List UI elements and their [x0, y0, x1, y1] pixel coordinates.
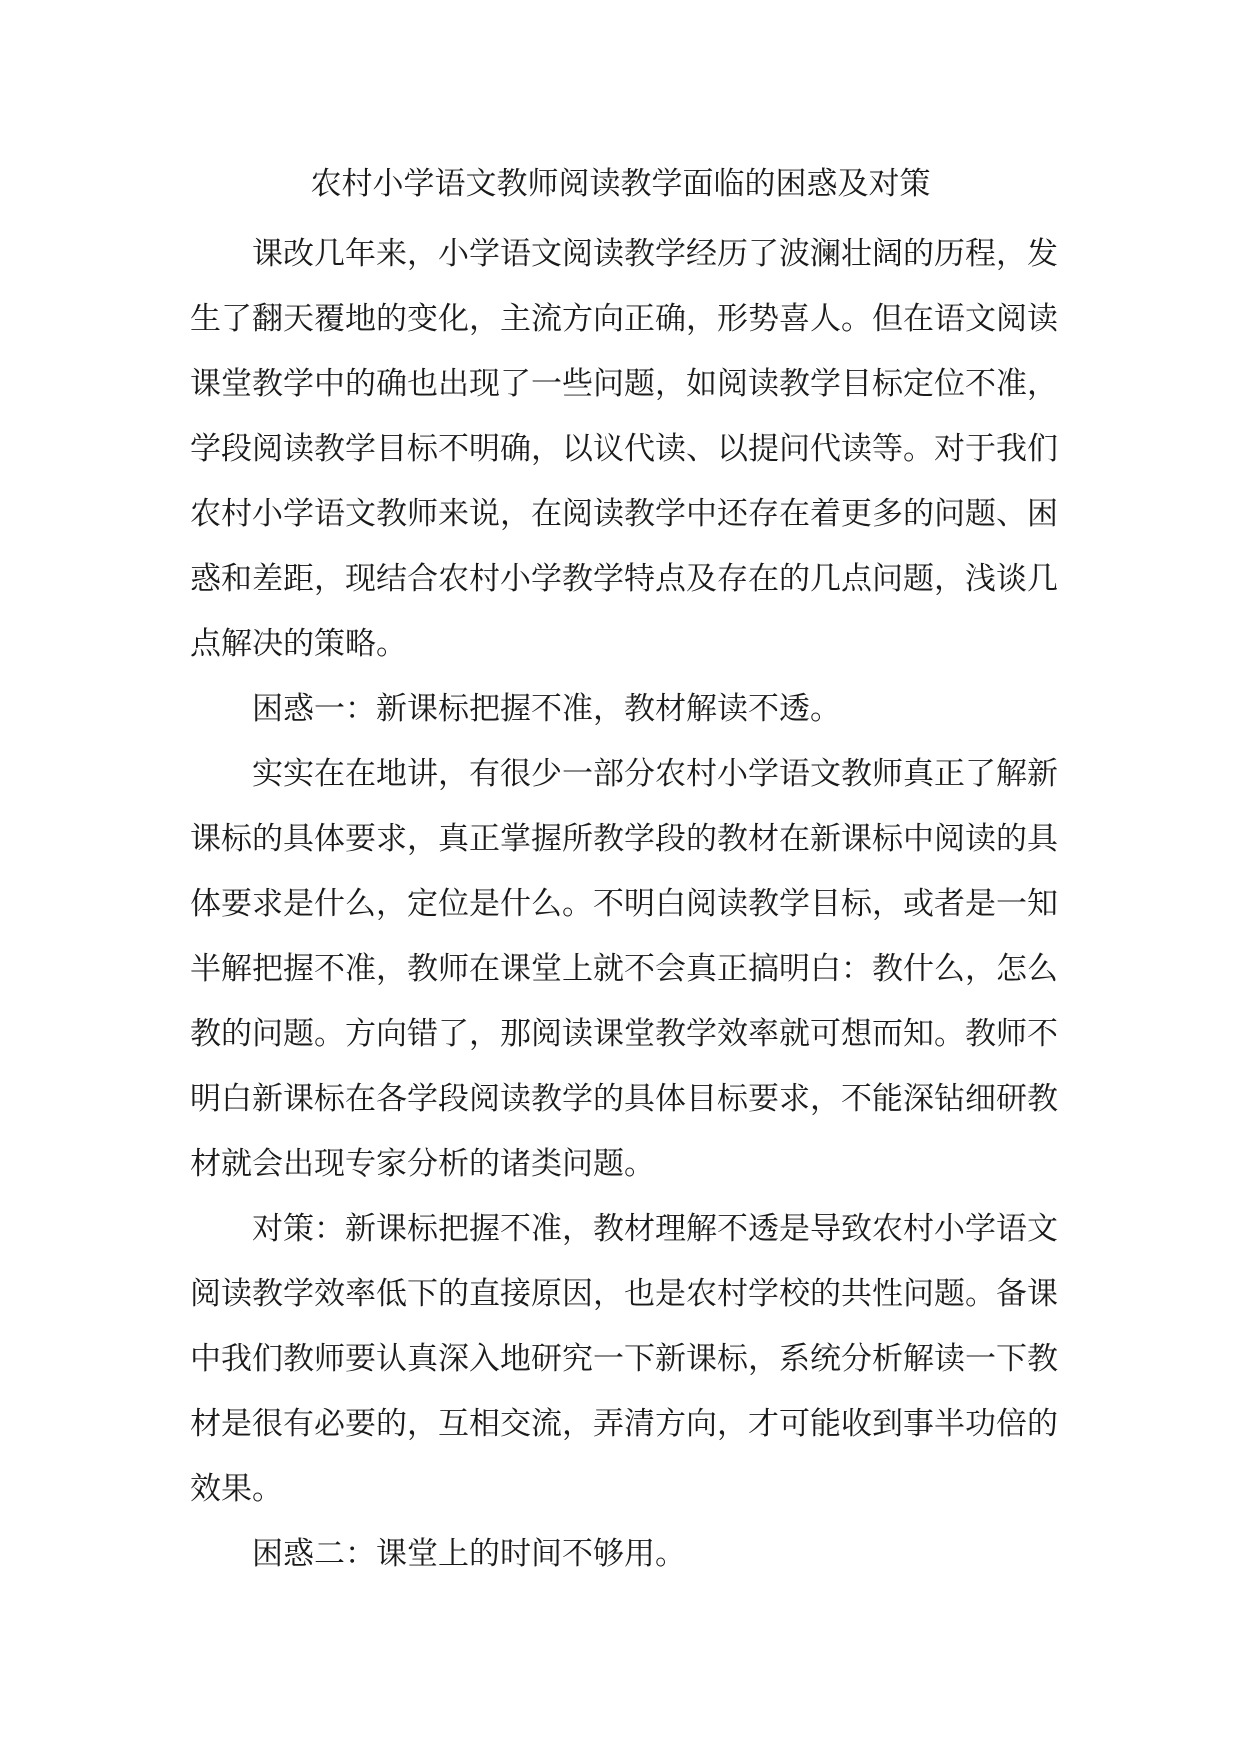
paragraph-confusion-one: 困惑一：新课标把握不准，教材解读不透。 — [252, 691, 841, 727]
paragraph-intro: 课改几年来，小学语文阅读教学经历了波澜壮阔的历程，发生了翻天覆地的变化，主流方向正确，形势喜人。但在语文阅读课堂教学中的确也出现了一些问题，如阅读教学目标定位不准，学段阅读教学目标不明确，以议代读、以提问代读等。对于我们农村小学语文教师来说，在阅读教学中还存在着更多的问题、困惑和差距，现结合农村小学教学特点及存在的几点问题，浅谈几点解决的策略。 — [190, 236, 1058, 662]
document-title: 农村小学语文教师阅读教学面临的困惑及对策 — [310, 166, 931, 202]
paragraph-strategy-one: 对策：新课标把握不准，教材理解不透是导致农村小学语文阅读教学效率低下的直接原因，也是农村学校的共性问题。备课中我们教师要认真深入地研究一下新课标，系统分析解读一下教材是很有必要的，互相交流，弄清方向，才可能收到事半功倍的效果。 — [190, 1211, 1058, 1507]
document-body — [190, 222, 1058, 1587]
paragraph-confusion-one-detail: 实实在在地讲，有很少一部分农村小学语文教师真正了解新课标的具体要求，真正掌握所教学段的教材在新课标中阅读的具体要求是什么，定位是什么。不明白阅读教学目标，或者是一知半解把握不准，教师在课堂上就不会真正搞明白：教什么，怎么教的问题。方向错了，那阅读课堂教学效率就可想而知。教师不明白新课标在各学段阅读教学的具体目标要求，不能深钻细研教材就会出现专家分析的诸类问题。 — [190, 756, 1058, 1182]
paragraph-confusion-two: 困惑二：课堂上的时间不够用。 — [252, 1536, 686, 1572]
